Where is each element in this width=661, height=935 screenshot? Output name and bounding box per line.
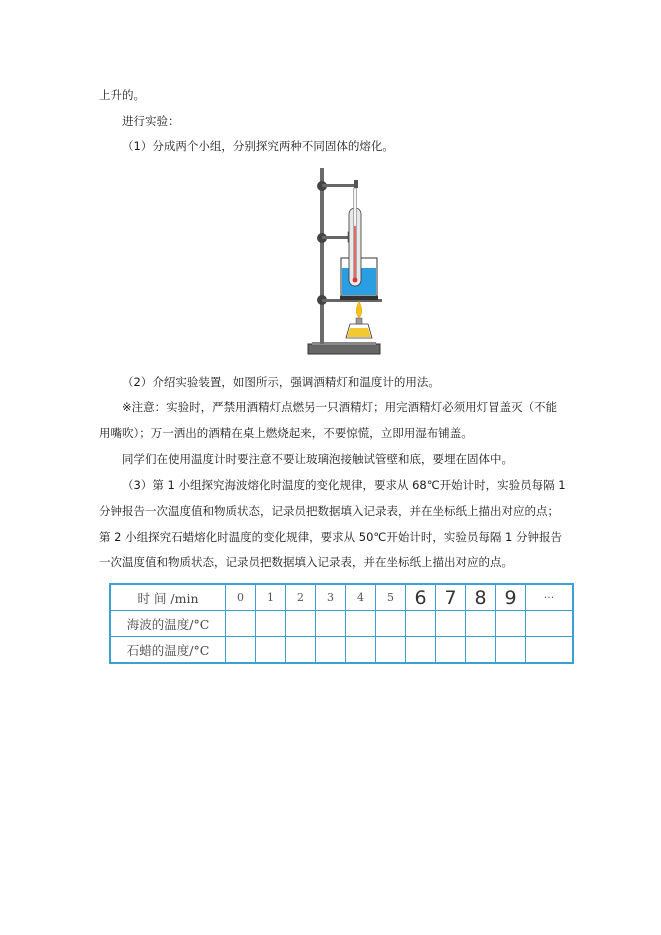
time-cell: 0 <box>226 584 256 611</box>
stand-rod <box>320 168 324 344</box>
paragraph-step-3-line-2: 分钟报告一次温度值和物质状态，记录员把数据填入记录表，并在坐标纸上描出对应的点； <box>99 504 559 518</box>
paragraph-step-2: （2）介绍实验装置，如图所示，强调酒精灯和温度计的用法。 <box>122 375 440 389</box>
record-table <box>109 583 574 664</box>
paragraph-experiment-heading: 进行实验： <box>122 114 180 128</box>
table-row <box>110 637 573 664</box>
time-cell-ellipsis: ··· <box>526 584 574 611</box>
flame <box>356 301 361 318</box>
paragraph-caution-2: 用嘴吹）；万一洒出的酒精在桌上燃烧起来，不要惊慌，立即用湿布铺盖。 <box>99 426 473 440</box>
paragraph-continuation: 上升的。 <box>99 88 145 102</box>
paragraph-step-3-line-1: （3）第 1 小组探究海波熔化时温度的变化规律，要求从 68℃开始计时，实验员每隔 1 <box>122 478 566 492</box>
time-cell: 5 <box>376 584 406 611</box>
time-cell: 8 <box>466 584 496 611</box>
apparatus-figure <box>300 166 382 358</box>
time-cell: 6 <box>406 584 436 611</box>
paragraph-thermometer-note: 同学们在使用温度计时要注意不要让玻璃泡接触试管壁和底，要埋在固体中。 <box>122 452 513 466</box>
time-cell: 1 <box>256 584 286 611</box>
time-header: 时 间 /min <box>110 584 226 611</box>
stand-base <box>308 344 380 354</box>
wire-gauze <box>340 296 378 300</box>
paragraph-step-3-line-3: 第 2 小组探究石蜡熔化时温度的变化规律，要求从 50℃开始计时，实验员每隔 1 分钟报告 <box>99 530 562 544</box>
paragraph-step-1: （1）分成两个小组，分别探究两种不同固体的熔化。 <box>122 139 394 153</box>
table-row-header <box>110 584 573 611</box>
time-cell: 4 <box>346 584 376 611</box>
time-cell: 3 <box>316 584 346 611</box>
time-cell: 7 <box>436 584 466 611</box>
paragraph-caution-1: ※注意：实验时，严禁用酒精灯点燃另一只酒精灯；用完酒精灯必须用灯冒盖灭（不能 <box>122 400 558 414</box>
paragraph-step-3-line-4: 一次温度值和物质状态，记录员把数据填入记录表，并在坐标纸上描出对应的点。 <box>99 555 513 569</box>
row-label-paraffin: 石蜡的温度/°C <box>110 637 226 664</box>
row-label-haibo: 海波的温度/°C <box>110 611 226 637</box>
table-row <box>110 611 573 637</box>
time-cell: 9 <box>496 584 526 611</box>
time-cell: 2 <box>286 584 316 611</box>
